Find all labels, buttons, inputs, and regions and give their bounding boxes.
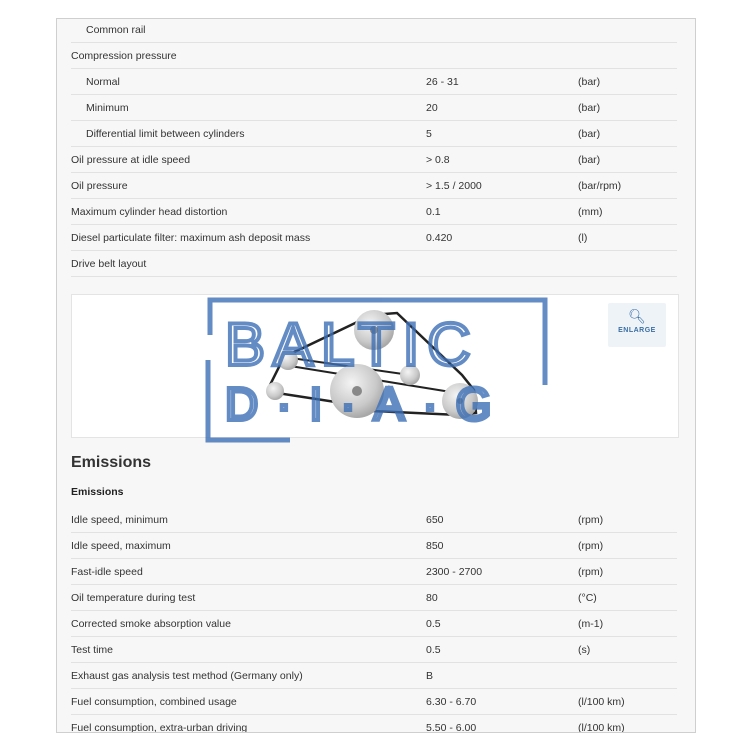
table-row bbox=[71, 636, 677, 663]
row-value: B bbox=[426, 670, 434, 682]
table-row bbox=[71, 68, 677, 95]
table-row bbox=[71, 584, 677, 611]
subsection-title: Emissions bbox=[71, 486, 124, 498]
table-row bbox=[71, 250, 677, 277]
row-label: Compression pressure bbox=[71, 50, 177, 62]
row-value: 26 - 31 bbox=[426, 76, 459, 88]
table-row bbox=[71, 688, 677, 715]
row-label: Maximum cylinder head distortion bbox=[71, 206, 228, 218]
row-label: Fast-idle speed bbox=[71, 566, 143, 578]
enlarge-label: ENLARGE bbox=[618, 327, 656, 334]
pulley-left-lower bbox=[266, 382, 284, 400]
watermark-text-line1: BALTIC bbox=[225, 311, 479, 378]
row-unit: (rpm) bbox=[578, 566, 604, 578]
table-row bbox=[71, 42, 677, 69]
row-label: Diesel particulate filter: maximum ash deposit mass bbox=[71, 232, 311, 244]
pulley-idler bbox=[400, 365, 420, 385]
pulley-left bbox=[278, 350, 298, 370]
pulley-hub bbox=[457, 398, 463, 404]
row-value: > 0.8 bbox=[426, 154, 450, 166]
table-row bbox=[71, 198, 677, 225]
row-unit: (bar) bbox=[578, 128, 601, 140]
row-value: > 1.5 / 2000 bbox=[426, 180, 482, 192]
row-label: Normal bbox=[86, 76, 120, 88]
table-row bbox=[71, 532, 677, 559]
row-value: 5.50 - 6.00 bbox=[426, 722, 477, 733]
row-label: Differential limit between cylinders bbox=[86, 128, 245, 140]
section-title: Emissions bbox=[71, 454, 152, 471]
row-label: Oil temperature during test bbox=[71, 592, 196, 604]
row-unit: (bar) bbox=[578, 154, 601, 166]
row-unit: (l/100 km) bbox=[578, 722, 625, 733]
row-unit: (l/100 km) bbox=[578, 696, 625, 708]
row-value: 20 bbox=[426, 102, 438, 114]
row-value: 5 bbox=[426, 128, 432, 140]
magnifier-icon: 🔍︎ bbox=[628, 308, 646, 324]
table-row bbox=[71, 172, 677, 199]
row-value: 0.5 bbox=[426, 644, 441, 656]
table-row bbox=[71, 662, 677, 689]
table-row bbox=[71, 610, 677, 637]
row-label: Fuel consumption, extra-urban driving bbox=[71, 722, 248, 733]
table-row bbox=[71, 714, 677, 733]
row-value: 0.420 bbox=[426, 232, 453, 244]
row-value: 80 bbox=[426, 592, 438, 604]
row-label: Minimum bbox=[86, 102, 129, 114]
row-unit: (rpm) bbox=[578, 514, 604, 526]
table-row bbox=[71, 120, 677, 147]
row-value: 6.30 - 6.70 bbox=[426, 696, 477, 708]
table-row bbox=[71, 146, 677, 173]
row-unit: (m-1) bbox=[578, 618, 604, 630]
enlarge-button[interactable] bbox=[608, 303, 666, 347]
drive-belt-diagram[interactable] bbox=[71, 294, 679, 438]
row-label: Oil pressure bbox=[71, 180, 128, 192]
row-label: Common rail bbox=[86, 24, 146, 36]
spec-panel bbox=[56, 18, 696, 733]
row-label: Test time bbox=[71, 644, 114, 656]
table-row bbox=[71, 506, 677, 533]
pulley-hub bbox=[352, 386, 362, 396]
row-unit: (bar) bbox=[578, 76, 601, 88]
row-label: Fuel consumption, combined usage bbox=[71, 696, 237, 708]
table-row bbox=[71, 94, 677, 121]
row-unit: (bar/rpm) bbox=[578, 180, 622, 192]
row-value: 850 bbox=[426, 540, 444, 552]
table-row bbox=[71, 558, 677, 585]
row-unit: (s) bbox=[578, 644, 591, 656]
row-label: Exhaust gas analysis test method (Germany only) bbox=[71, 670, 303, 682]
row-value: 2300 - 2700 bbox=[426, 566, 483, 578]
table-row bbox=[71, 224, 677, 251]
row-label: Oil pressure at idle speed bbox=[71, 154, 191, 166]
table-row bbox=[71, 18, 677, 43]
row-value: 0.1 bbox=[426, 206, 441, 218]
pulley-hub bbox=[370, 326, 378, 334]
row-unit: (mm) bbox=[578, 206, 603, 218]
row-unit: (l) bbox=[578, 232, 588, 244]
belt-layout-illustration bbox=[72, 295, 678, 437]
row-label: Idle speed, minimum bbox=[71, 514, 168, 526]
row-value: 650 bbox=[426, 514, 444, 526]
row-unit: (rpm) bbox=[578, 540, 604, 552]
row-value: 0.5 bbox=[426, 618, 441, 630]
row-label: Drive belt layout bbox=[71, 258, 147, 270]
watermark-text-line2: D·I·A·G bbox=[225, 378, 510, 430]
row-label: Idle speed, maximum bbox=[71, 540, 171, 552]
row-unit: (bar) bbox=[578, 102, 601, 114]
row-unit: (°C) bbox=[578, 592, 597, 604]
row-label: Corrected smoke absorption value bbox=[71, 618, 231, 630]
